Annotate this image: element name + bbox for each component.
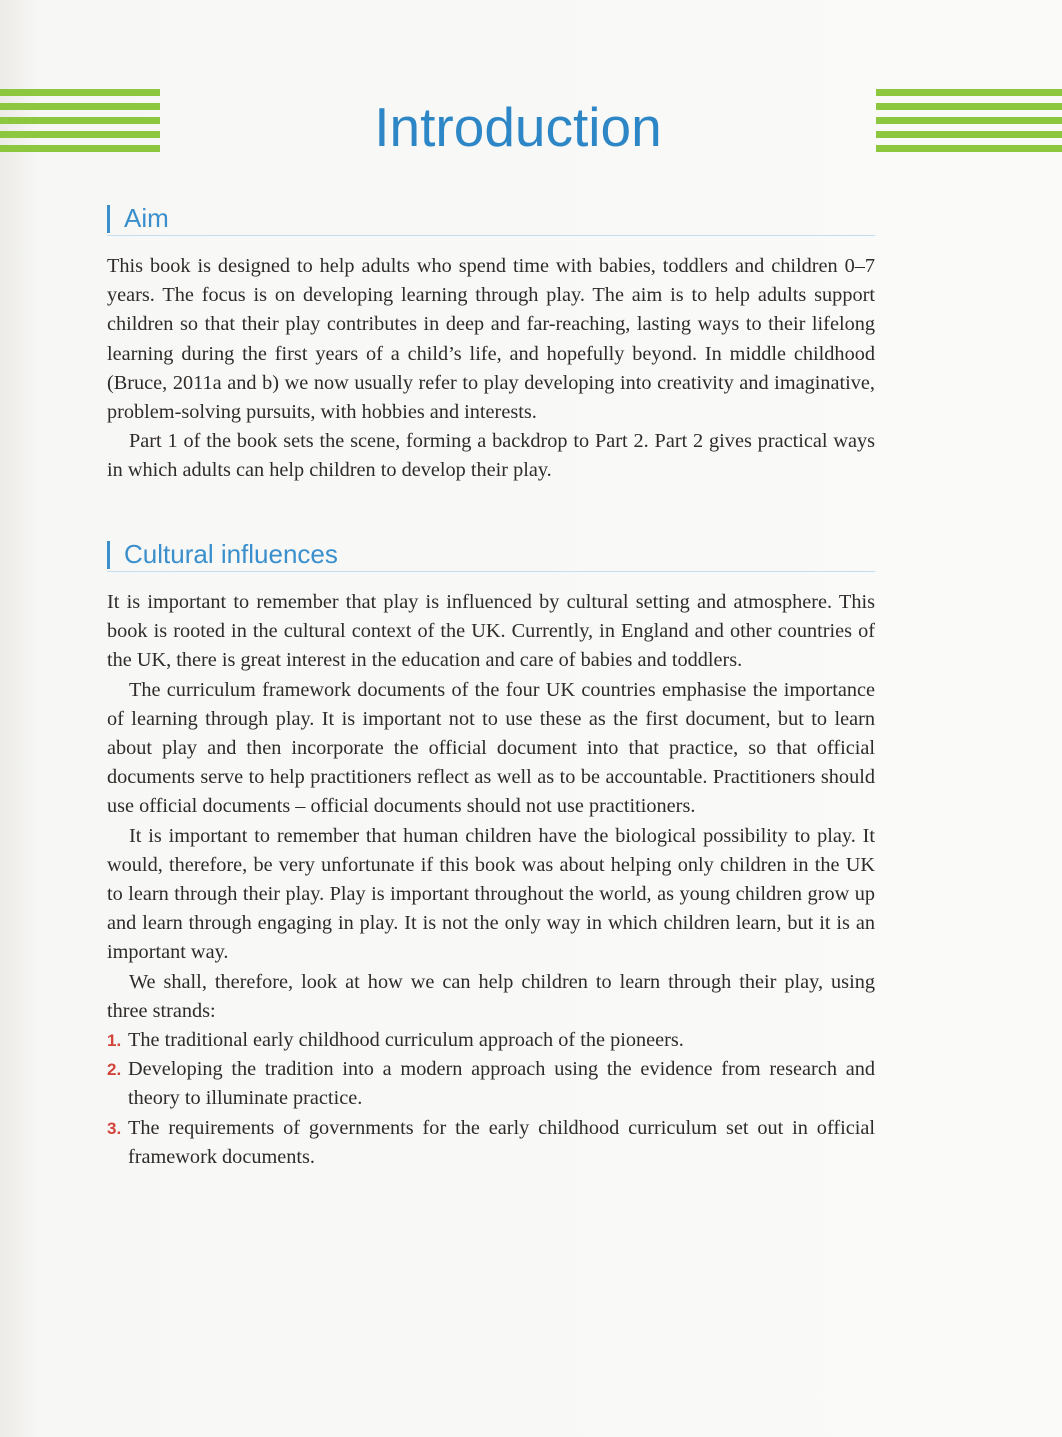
left-stripe-decoration [0, 89, 160, 157]
list-number: 1. [107, 1031, 122, 1051]
strands-list [107, 1026, 875, 1172]
section-heading-cultural-influences [107, 539, 875, 572]
aim-body [107, 252, 875, 486]
list-item [107, 1055, 875, 1113]
heading-marker [107, 541, 110, 569]
list-number: 3. [107, 1118, 122, 1138]
list-number: 2. [107, 1060, 122, 1080]
list-item [107, 1026, 875, 1055]
list-item-text: Developing the tradition into a modern approach using the evidence from research and theory to illuminate practice. [128, 1058, 875, 1110]
section-heading-aim [107, 203, 875, 236]
cultural-paragraph-4: We shall, therefore, look at how we can help children to learn through their play, using three strands: [107, 970, 875, 1022]
section-heading-cultural-label: Cultural influences [124, 539, 338, 569]
cultural-paragraph-3: It is important to remember that human children have the biological possibility to play. It would, therefore, be very unfortunate if this book was about helping only children in the UK to learn through their play. Play is important throughout the world, as young children grow up and learn through engaging in play. It is not the only way in which children learn, but it is an important way. [107, 824, 875, 964]
list-item-text: The traditional early childhood curriculum approach of the pioneers. [128, 1029, 684, 1052]
list-item [107, 1114, 875, 1172]
cultural-paragraph-1: It is important to remember that play is influenced by cultural setting and atmosphere. This book is rooted in the cultural context of the UK. Currently, in England and other countries of the UK, there is great interest in the education and care of babies and toddlers. [107, 591, 875, 672]
cultural-paragraph-2: The curriculum framework documents of the four UK countries emphasise the importance of learning through play. It is important not to use these as the first document, but to learn about play and then incorporate the official document into that practice, so that official documents serve to help practitioners reflect as well as to be accountable. Practitioners should use official documents – official documents should not use practitioners. [107, 678, 875, 818]
section-heading-aim-label: Aim [124, 203, 169, 233]
aim-paragraph-1: This book is designed to help adults who spend time with babies, toddlers and children 0–7 years. The focus is on developing learning through play. The aim is to help adults support children so that their play contributes in deep and far-reaching, lasting ways to their lifelong learning during the first years of a child’s life, and hopefully beyond. In middle childhood (Bruce, 2011a and b) we now usually refer to play developing into creativity and imaginative, problem-solving pursuits, with hobbies and interests. [107, 255, 875, 424]
list-item-text: The requirements of governments for the early childhood curriculum set out in official framework documents. [128, 1116, 875, 1168]
heading-marker [107, 205, 110, 233]
cultural-influences-body [107, 588, 875, 1172]
aim-paragraph-2: Part 1 of the book sets the scene, forming a backdrop to Part 2. Part 2 gives practical ways in which adults can help children to develop their play. [107, 430, 875, 482]
right-stripe-decoration [876, 89, 1062, 157]
page-title: Introduction [374, 96, 662, 158]
